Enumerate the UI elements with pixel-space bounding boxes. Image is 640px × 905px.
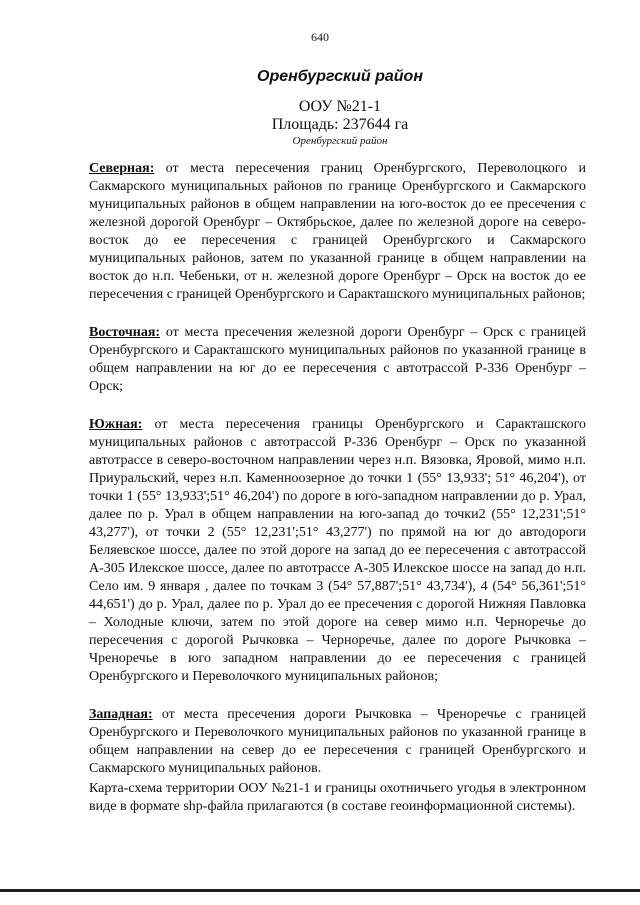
page-number: 640 [311, 30, 329, 44]
north-boundary-text: от места пересечения границ Оренбургского, Переволоцкого и Сакмарского муниципальных районов по границе Оренбургского и Сакмарского муниципальных районов в общем направлении на юго-восток до ее пресечения с железной дорогой Оренбург – Октябрьское, далее по железной дороге на северо-восток до ее пересечения с границей Оренбургского и Сакмарского муниципальных районов, затем по указанной границе в общем направлении на восток до н.п. Чебеньки, от н. железной дороге Оренбург – Орск на восток до ее пересечения с границей Оренбургского и Саракташского муниципальных районов; [89, 161, 586, 302]
bottom-divider [0, 889, 640, 892]
west-boundary-text: от места пресечения дороги Рычковка – Чреноречье с границей Оренбургского и Переволочкого муниципальных районов по указанной границе в общем направлении на север до ее пересечения с границей Оренбургского и Сакмарского муниципальных районов. [89, 707, 586, 776]
document-header [0, 64, 640, 148]
district-subtitle: Оренбургский район [292, 135, 388, 147]
hunting-area-code: ООУ №21-1 [298, 98, 382, 115]
east-boundary-label: Восточная: [89, 325, 161, 340]
east-boundary-text: от места пресечения железной дороги Оренбург – Орск с границей Оренбургского и Саракташского муниципальных районов по указанной границе в общем направлении на юг до ее пересечения с автотрассой Р-336 Оренбург – Орск; [89, 325, 586, 394]
south-boundary-label: Южная: [89, 417, 143, 432]
map-attachment-note: Карта-схема территории ООУ №21-1 и границы охотничьего угодья в электронном виде в формате shp-файла прилагаются (в составе геоинформационной системы). [89, 781, 586, 814]
district-title: Оренбургский район [257, 68, 423, 85]
south-boundary-section [89, 416, 586, 686]
west-boundary-label: Западная: [89, 707, 153, 722]
south-boundary-text: от места пересечения границы Оренбургского и Саракташского муниципальных районов с автотрассой Р-336 Оренбург – Орск по указанной автотрассе в северо-восточном направлении через н.п. Вязовка, Яровой, мимо н.п. Приуральский, через н.п. Каменноозерное до точки 1 (55° 13,933'; 51° 46,204'), от точки 1 (55° 13,933';51° 46,204') по дороге в юго-западном направлении до р. Урал, далее по р. Урал в общем направлении на юго-запад до точки2 (55° 12,231';51° 43,277'), от точки 2 (55° 12,231';51° 43,277') по прямой на юг до автодороги Беляевское шоссе, далее по этой дороге на запад до ее пересечения с автотрассой А-305 Илекское шоссе, далее по автотрассе А-305 Илекское шоссе на запад до н.п. Село им. 9 января , далее по точкам 3 (54° 57,887';51° 43,734'), 4 (54° 56,361';51° 44,651') до р. Урал, далее по р. Урал до ее пресечения с дорогой Нижняя Павловка – Холодные ключи, затем по этой дороге на север мимо н.п. Черноречье до пересечения с дорогой Рычковка – Черноречье, далее по дороге Рычковка – Чреноречье в юго западном направлении до ее пересечения с границей Оренбургского и Переволочкого муниципальных районов; [89, 417, 586, 684]
west-boundary-section [89, 706, 586, 778]
area-value: Площадь: 237644 га [271, 116, 409, 133]
document-body [89, 160, 586, 816]
east-boundary-section [89, 324, 586, 396]
north-boundary-section [89, 160, 586, 304]
north-boundary-label: Северная: [89, 161, 155, 176]
